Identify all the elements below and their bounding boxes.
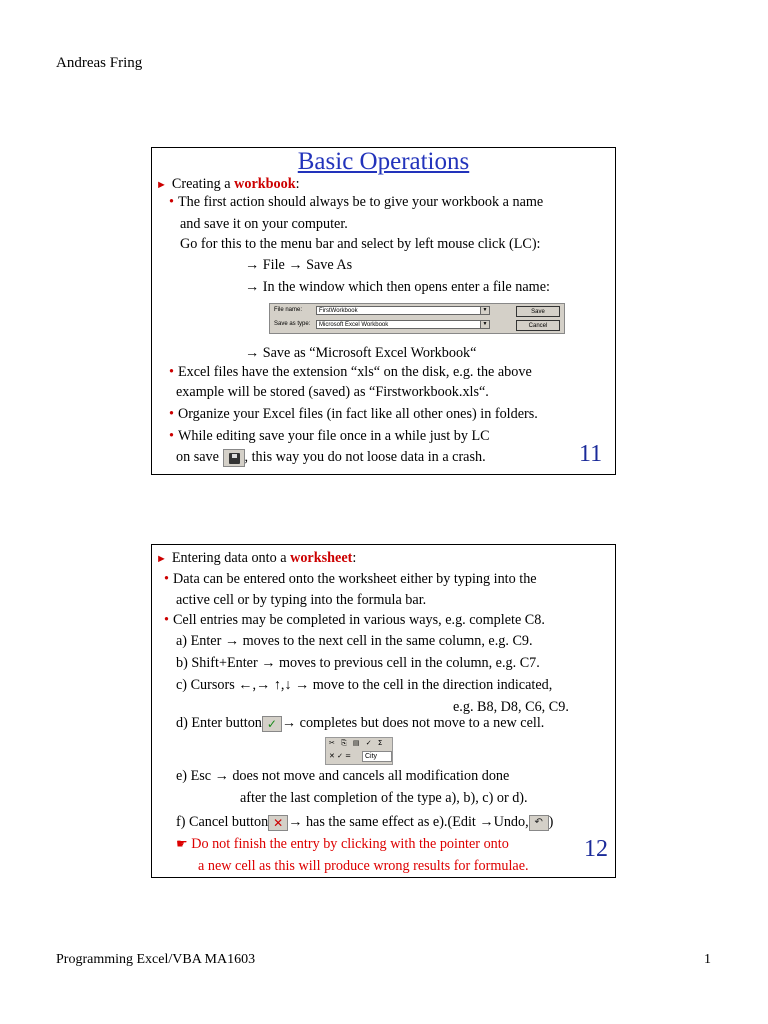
footer-course: Programming Excel/VBA MA1603	[56, 952, 256, 967]
text-line: active cell or by typing into the formula bar.	[176, 592, 427, 608]
text-line: a) Enter → moves to the next cell in the same column, e.g. C9.	[176, 633, 533, 649]
text-line: e.g. B8, D8, C6, C9.	[453, 699, 569, 715]
text-line: Go for this to the menu bar and select by left mouse click (LC):	[180, 236, 541, 252]
author-header: Andreas Fring	[56, 55, 143, 71]
floppy-save-icon[interactable]	[223, 449, 245, 467]
dropdown-arrow-icon[interactable]: ▼	[480, 321, 489, 328]
undo-icon[interactable]: ↶	[529, 815, 549, 831]
enter-check-icon[interactable]: ✓	[262, 716, 282, 732]
footer-page-number: 1	[704, 952, 711, 967]
text-line: • The first action should always be to give your workbook a name	[169, 194, 544, 210]
text-line: e) Esc → does not move and cancels all modification done	[176, 768, 510, 784]
save-as-dialog	[269, 303, 565, 334]
slide-page-number: 12	[584, 836, 608, 862]
save-type-select[interactable]: Microsoft Excel Workbook ▼	[316, 320, 490, 329]
text-line: d) Enter button ✓ → completes but does not move to a new cell.	[176, 715, 545, 731]
text-line: → In the window which then opens enter a file name:	[245, 279, 550, 295]
text-line: • Cell entries may be completed in various ways, e.g. complete C8.	[164, 612, 545, 628]
text-line: → File → Save As	[245, 257, 353, 273]
text-line: • While editing save your file once in a while just by LC	[169, 428, 490, 444]
slide-basic-operations	[151, 147, 616, 475]
cancel-button[interactable]: Cancel	[516, 320, 560, 331]
text-line: • Organize your Excel files (in fact like all other ones) in folders.	[169, 406, 538, 422]
save-type-label: Save as type:	[274, 321, 311, 327]
slide-page-number: 11	[579, 441, 603, 467]
warning-line: a new cell as this will produce wrong results for formulae.	[198, 858, 529, 874]
toolbar-icons: ✂ ⎘ ▤ ✓ Σ	[329, 739, 385, 747]
text-line: → Save as “Microsoft Excel Workbook“	[245, 345, 477, 361]
file-name-label: File name:	[274, 307, 303, 313]
text-line: and save it on your computer.	[180, 216, 348, 232]
text-line: after the last completion of the type a), b), c) or d).	[240, 790, 528, 806]
warning-line: ☛ Do not finish the entry by clicking with the pointer onto	[176, 836, 509, 852]
text-line: • Excel files have the extension “xls“ on the disk, e.g. the above	[169, 364, 532, 380]
formula-bar-toolbar	[325, 737, 393, 765]
pointing-hand-icon: ☛	[176, 837, 188, 852]
slide-title: Basic Operations	[297, 148, 470, 175]
text-line: c) Cursors ←,→ ↑,↓ → move to the cell in the direction indicated,	[176, 677, 553, 693]
workbook-bullet: ► Creating a workbook:	[156, 176, 300, 192]
dropdown-arrow-icon[interactable]: ▼	[480, 307, 489, 314]
text-line: on save , this way you do not loose data in a crash.	[176, 449, 486, 465]
formula-bar-buttons: ✕ ✓ =	[329, 752, 352, 760]
text-line: f) Cancel button ✕ → has the same effect as e).(Edit →Undo, ↶ )	[176, 814, 554, 830]
file-name-input[interactable]: FirstWorkbook ▼	[316, 306, 490, 315]
cancel-cross-icon[interactable]: ✕	[268, 815, 288, 831]
triangle-bullet-icon: ►	[156, 179, 167, 191]
worksheet-bullet: ► Entering data onto a worksheet:	[156, 550, 357, 566]
save-button[interactable]: Save	[516, 306, 560, 317]
text-line: example will be stored (saved) as “Firstworkbook.xls“.	[176, 384, 489, 400]
text-line: • Data can be entered onto the worksheet either by typing into the	[164, 571, 537, 587]
triangle-bullet-icon: ►	[156, 553, 167, 565]
slide-entering-data	[151, 544, 616, 878]
text-line: b) Shift+Enter → moves to previous cell in the column, e.g. C7.	[176, 655, 540, 671]
formula-input[interactable]: City	[362, 751, 392, 762]
